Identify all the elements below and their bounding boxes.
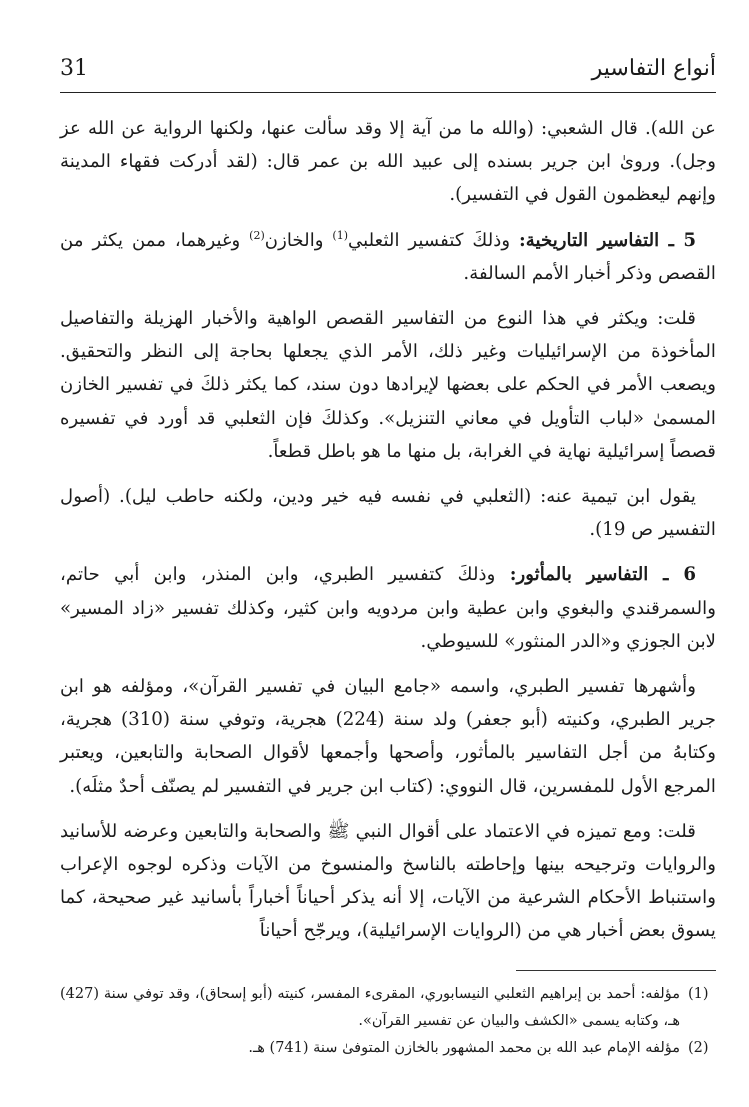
footnote-number: (1)	[688, 985, 709, 1002]
paragraph-7: قلت: ومع تميزه في الاعتماد على أقوال النبي ﷺ والصحابة والتابعين وعرضه للأسانيد والروايات وترجيحه بينها وإحاطته بالناسخ والمنسوخ من الآيات وذكره لوجوه الإعراب واستنباط الأحكام الشرعية من الآيات، إلا أنه يذكر أحياناً أخباراً بأسانيد غير صحيحة، كما يسوق بعض أخبار هي من (الروايات الإسرائيلية)، ويرجّح أحياناً	[60, 820, 716, 942]
footnote-2	[60, 1035, 716, 1062]
page-body	[60, 112, 716, 948]
section-label-mathur: 6 ـ التفاسير بالمأثور:	[509, 564, 696, 586]
paragraph-3: قلت: ويكثر في هذا النوع من التفاسير القصص الواهية والأخبار الهزيلة والتفاصيل المأخوذة من الإسرائيليات وغير ذلك، الأمر الذي يجعلها بحاجة إلى النظر والتحقيق. ويصعب الأمر في الحكم على بعضها لإيرادها دون سند، كما يكثر ذلكَ في تفسير الخازن المسمىٰ «لباب التأويل في معاني التنزيل». وكذلكَ فإن الثعلبي قد أورد في تفسيره قصصاً إسرائيلية نهاية في الغرابة، بل منها ما هو باطل قطعاً.	[60, 308, 716, 462]
page-header	[60, 48, 716, 90]
paragraph-2-text-a: وذلكَ كتفسير الثعلبي	[348, 229, 519, 251]
paragraph-5	[60, 558, 716, 658]
section-label-historical: 5 ـ التفاسير التاريخية:	[519, 229, 696, 251]
paragraph-2-text-c: وغيرهما، ممن يكثر من القصص وذكر أخبار الأمم السالفة.	[60, 229, 716, 284]
footnote-1	[60, 981, 716, 1035]
running-title: أنواع التفاسير	[591, 56, 716, 81]
footnote-number: (2)	[688, 1039, 709, 1056]
footnote-ref-2[interactable]: (2)	[249, 228, 265, 242]
page-number: 31	[60, 56, 88, 81]
paragraph-1: عن الله). قال الشعبي: (والله ما من آية إلا وقد سألت عنها، ولكنها الرواية عن الله عز وجل). وروىٰ ابن جرير بسنده إلى عبيد الله بن عمر قال: (لقد أدركت فقهاء المدينة وإنهم ليعظمون القول في التفسير).	[60, 118, 716, 206]
book-page	[60, 48, 716, 1062]
paragraph-6: وأشهرها تفسير الطبري، واسمه «جامع البيان في تفسير القرآن»، ومؤلفه هو ابن جرير الطبري، وكنيته (أبو جعفر) ولد سنة (224) هجرية، وتوفي سنة (310) هجرية، وكتابهُ من أجل التفاسير بالمأثور، وأصحها وأجمعها لأقوال الصحابة والتابعين، ويعتبر المرجع الأول للمفسرين، قال النووي: (كتاب ابن جرير في التفسير لم يصنّف أحدٌ مثلَه).	[60, 676, 716, 797]
paragraph-4: يقول ابن تيمية عنه: (الثعلبي في نفسه فيه خير ودين، ولكنه حاطب ليل). (أصول التفسير ص 19).	[60, 486, 716, 541]
paragraph-5-text: وذلكَ كتفسير الطبري، وابن المنذر، وابن أبي حاتم، والسمرقندي والبغوي وابن عطية وابن مردويه وابن كثير، وكذلك تفسير «زاد المسير» لابن الجوزي و«الدر المنثور» للسيوطي.	[60, 564, 716, 652]
footnote-text: مؤلفه الإمام عبد الله بن محمد المشهور بالخازن المتوفىٰ سنة (741) هـ.	[248, 1039, 680, 1056]
paragraph-2-text-b: والخازن	[264, 229, 333, 251]
footnotes	[60, 981, 716, 1062]
footnote-rule	[516, 970, 716, 971]
footnote-ref-1[interactable]: (1)	[332, 228, 348, 242]
footnote-text: مؤلفه: أحمد بن إبراهيم الثعلبي النيسابوري، المقرىء المفسر، كنيته (أبو إسحاق)، وقد توفي سنة (427) هـ، وكتابه يسمى «الكشف والبيان عن تفسير القرآن».	[60, 985, 680, 1029]
header-rule	[60, 92, 716, 93]
paragraph-2	[60, 224, 716, 290]
